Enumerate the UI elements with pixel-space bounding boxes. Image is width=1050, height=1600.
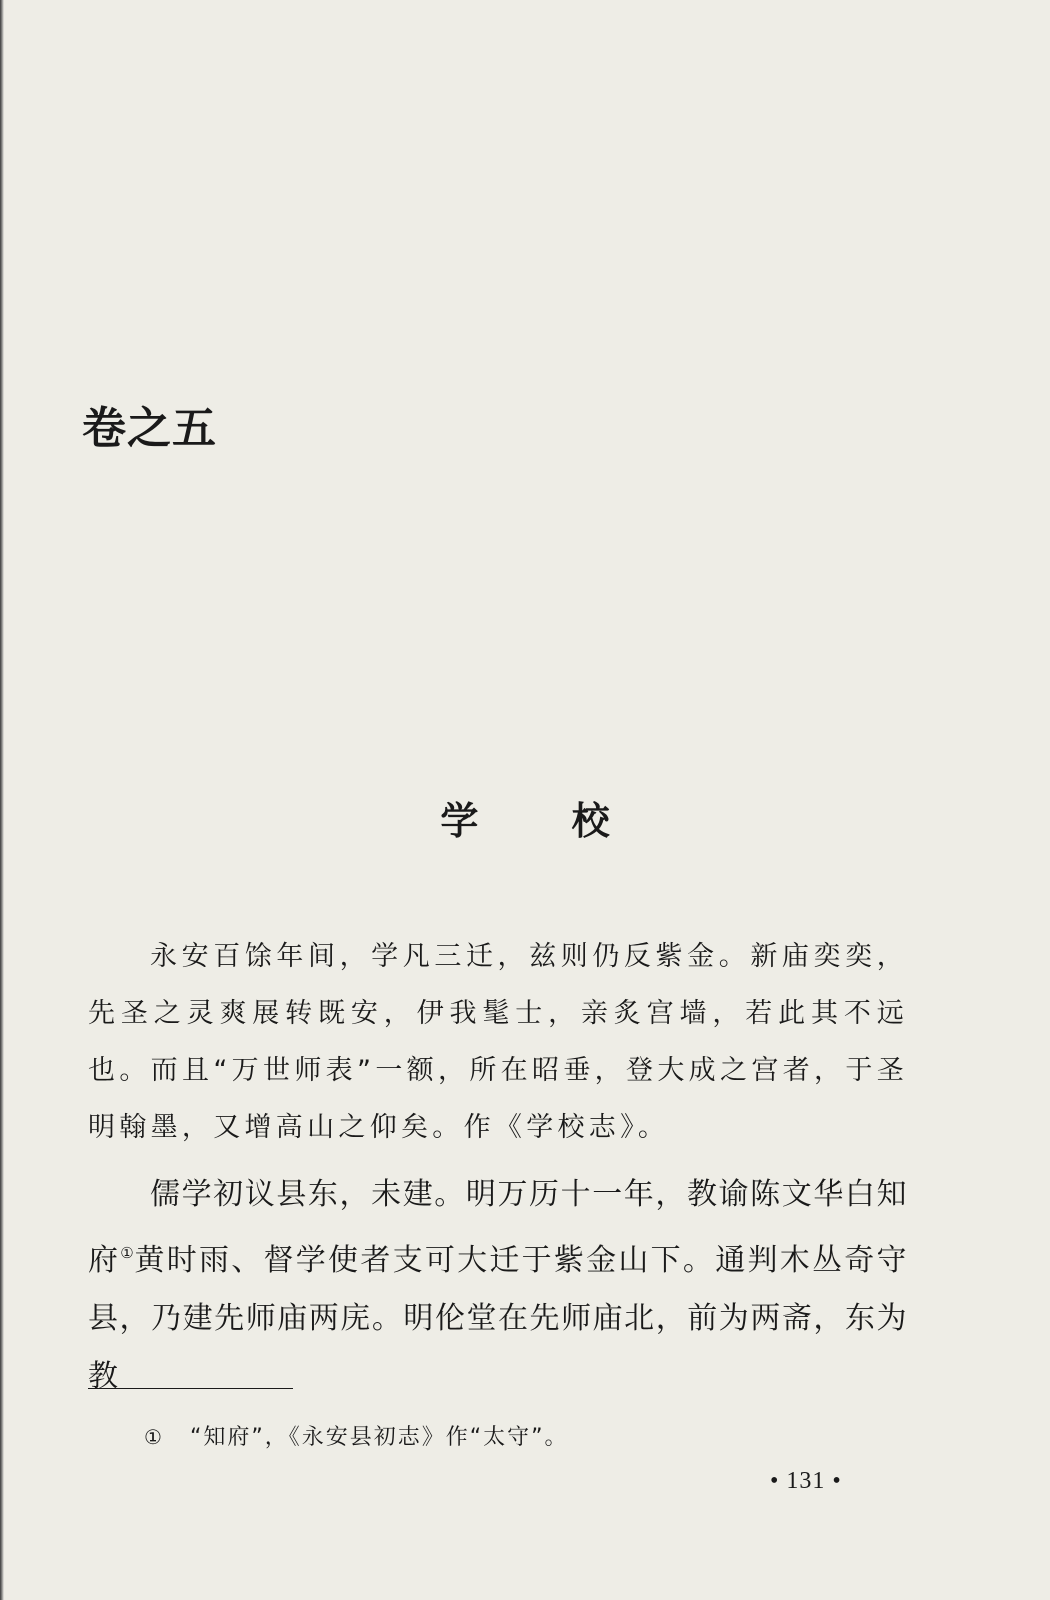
footnote-text: “知府”，《永安县初志》作“太守”。 [189, 1425, 569, 1450]
volume-title: 卷之五 [82, 403, 217, 454]
page-number: • 131 • [770, 1468, 842, 1494]
main-paragraph-text-part1: 儒学初议县东，未建。明万历十一年，教谕陈文华白知府 [88, 1177, 908, 1278]
footnote-reference[interactable]: ① [120, 1244, 135, 1262]
main-paragraph-text-part2: 黄时雨、督学使者支可大迁于紫金山下。通判木丛奇守县，乃建先师庙两庑。明伦堂在先师庙北，前为两斋，东为教 [88, 1243, 909, 1394]
intro-paragraph: 永安百馀年间，学凡三迁，兹则仍反紫金。新庙奕奕，先圣之灵爽展转既安，伊我髦士，亲炙宫墙，若此其不远也。而且“万世师表”一额，所在昭垂，登大成之宫者，于圣明翰墨，又增高山之仰矣。作《学校志》。 [88, 941, 908, 1143]
main-paragraph [88, 1166, 908, 1406]
footnote [144, 1420, 569, 1451]
footnote-divider [88, 1388, 293, 1389]
footnote-marker: ① [144, 1425, 164, 1449]
section-title: 学 校 [440, 798, 650, 843]
